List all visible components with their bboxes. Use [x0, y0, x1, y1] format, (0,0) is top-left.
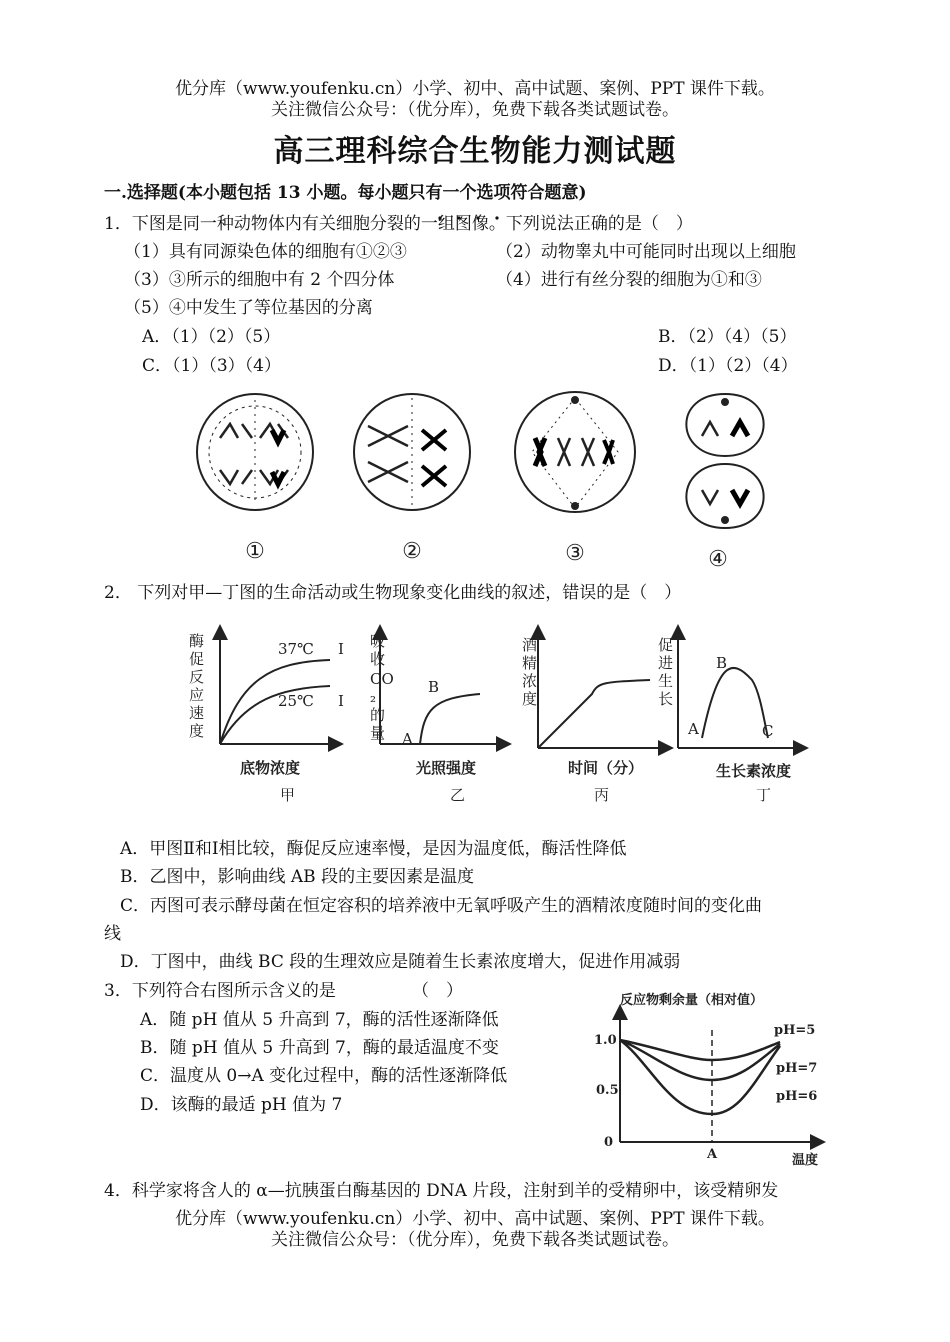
q3-option-a: A．随 pH 值从 5 升高到 7，酶的活性逐渐降低 — [140, 1010, 499, 1030]
svg-text:速: 速 — [189, 704, 205, 722]
q3-stem: 3．下列符合右图所示含义的是 — [104, 981, 336, 1001]
svg-text:酒: 酒 — [522, 636, 538, 654]
ding-point-b: B — [716, 654, 728, 672]
jia-mark-1: I — [338, 640, 344, 658]
cell-label-2: ② — [402, 539, 422, 564]
svg-text:度: 度 — [189, 722, 205, 740]
q2-graphs — [180, 620, 820, 810]
yi-point-b: B — [428, 678, 440, 696]
q3-paren: （ ） — [412, 981, 463, 1001]
q1-statement-4: （4）进行有丝分裂的细胞为①和③ — [496, 270, 762, 290]
svg-text:应: 应 — [189, 686, 205, 704]
svg-text:收: 收 — [370, 650, 386, 668]
bing-name: 丙 — [594, 786, 610, 804]
q3-curve-ph5: pH=5 — [774, 1023, 816, 1038]
page-title: 高三理科综合生物能力测试题 — [273, 134, 677, 169]
svg-text:长: 长 — [658, 690, 674, 708]
jia-ylabel — [189, 632, 204, 740]
q3-curve-ph6: pH=6 — [776, 1089, 818, 1104]
q1-option-b: B．（2）（4）（5） — [658, 327, 797, 347]
svg-text:吸: 吸 — [370, 632, 386, 650]
svg-text:酶: 酶 — [189, 632, 205, 650]
q3-chart — [590, 990, 840, 1170]
q3-option-b: B．随 pH 值从 5 升高到 7，酶的最适温度不变 — [140, 1038, 499, 1058]
q1-statement-1: （1）具有同源染色体的细胞有①②③ — [124, 242, 407, 262]
svg-text:促: 促 — [189, 650, 205, 668]
svg-text:精: 精 — [522, 654, 538, 672]
section-heading: 一.选择题(本小题包括 13 小题。每小题只有一个选项符合题意) — [104, 183, 587, 203]
footer-line-2: 关注微信公众号：（优分库），免费下载各类试题试卷。 — [271, 1230, 679, 1250]
svg-text:的: 的 — [370, 706, 386, 724]
cell-division-figure — [190, 390, 790, 580]
q2-option-c-line2: 线 — [104, 924, 121, 944]
ding-ylabel — [658, 636, 673, 708]
cell-label-3: ③ — [565, 541, 585, 566]
q2-stem: 2． 下列对甲—丁图的生命活动或生物现象变化曲线的叙述，错误的是（ ） — [104, 583, 682, 603]
q2-option-d: D．丁图中，曲线 BC 段的生理效应是随着生长素浓度增大，促进作用减弱 — [120, 952, 681, 972]
q1-statement-2: （2）动物睾丸中可能同时出现以上细胞 — [496, 242, 796, 262]
svg-text:₂: ₂ — [370, 688, 377, 706]
cell-2 — [354, 394, 470, 510]
svg-text:浓: 浓 — [522, 672, 538, 690]
header-line-1: 优分库（www.youfenku.cn）小学、初中、高中试题、案例、PPT 课件下载。 — [175, 79, 775, 99]
ding-point-a: A — [688, 720, 699, 738]
yi-point-a: A — [402, 730, 413, 748]
q2-option-b: B．乙图中，影响曲线 AB 段的主要因素是温度 — [120, 867, 475, 887]
q3-xlabel: 温度 — [792, 1153, 819, 1168]
cell-label-1: ① — [245, 539, 265, 564]
jia-name: 甲 — [280, 786, 296, 804]
svg-text:量: 量 — [370, 724, 386, 742]
svg-text:生: 生 — [658, 672, 674, 690]
q1-option-a: A．（1）（2）（5） — [142, 327, 281, 347]
q2-option-c-line1: C．丙图可表示酵母菌在恒定容积的培养液中无氧呼吸产生的酒精浓度随时间的变化曲 — [120, 896, 763, 916]
q3-tick-1: 1.0 — [594, 1033, 617, 1048]
footer-line-1: 优分库（www.youfenku.cn）小学、初中、高中试题、案例、PPT 课件下载。 — [175, 1209, 775, 1229]
q3-curve-ph7: pH=7 — [776, 1061, 818, 1076]
header-line-2: 关注微信公众号：（优分库），免费下载各类试题试卷。 — [271, 100, 679, 120]
ding-point-c: C — [762, 722, 774, 740]
q3-option-c: C．温度从 0→A 变化过程中，酶的活性逐渐降低 — [140, 1066, 508, 1086]
q3-option-d: D．该酶的最适 pH 值为 7 — [140, 1095, 343, 1115]
ding-xlabel: 生长素浓度 — [716, 762, 792, 780]
svg-text:进: 进 — [658, 654, 674, 672]
jia-mark-2: I — [338, 692, 344, 710]
q1-stem: 1．下图是同一种动物体内有关细胞分裂的一组图像。下列说法正确的是（ ） — [104, 214, 693, 234]
q1-option-c: C．（1）（3）（4） — [142, 356, 281, 376]
jia-xlabel: 底物浓度 — [240, 759, 301, 777]
q3-tick-0: 0 — [604, 1135, 614, 1150]
yi-name: 乙 — [450, 786, 466, 804]
q3-tick-05: 0.5 — [596, 1083, 619, 1098]
svg-text:CO: CO — [370, 670, 394, 688]
q3-x-mark-a: A — [707, 1147, 718, 1162]
svg-text:度: 度 — [522, 690, 538, 708]
yi-ylabel — [370, 632, 394, 742]
svg-text:促: 促 — [658, 636, 674, 654]
cell-1 — [197, 394, 313, 510]
q4-stem: 4．科学家将含人的 α—抗胰蛋白酶基因的 DNA 片段，注射到羊的受精卵中，该受精卵发 — [104, 1181, 779, 1201]
svg-text:反: 反 — [189, 668, 205, 686]
cell-4 — [686, 394, 763, 528]
bing-xlabel: 时间（分） — [568, 759, 644, 777]
emphasis-dots — [436, 206, 506, 212]
ding-name: 丁 — [756, 786, 772, 804]
q1-statement-5: （5）④中发生了等位基因的分离 — [124, 298, 373, 318]
yi-xlabel: 光照强度 — [416, 759, 477, 777]
cell-label-4: ④ — [708, 547, 728, 572]
q1-option-d: D．（1）（2）（4） — [658, 356, 798, 376]
jia-curve-37: 37℃ — [278, 640, 314, 658]
cell-3 — [515, 392, 635, 512]
q2-option-a: A．甲图Ⅱ和Ⅰ相比较，酶促反应速率慢，是因为温度低，酶活性降低 — [120, 839, 627, 859]
bing-ylabel — [522, 636, 537, 708]
jia-curve-25: 25℃ — [278, 692, 314, 710]
q3-chart-title: 反应物剩余量（相对值） — [620, 993, 764, 1008]
q1-statement-3: （3）③所示的细胞中有 2 个四分体 — [124, 270, 395, 290]
